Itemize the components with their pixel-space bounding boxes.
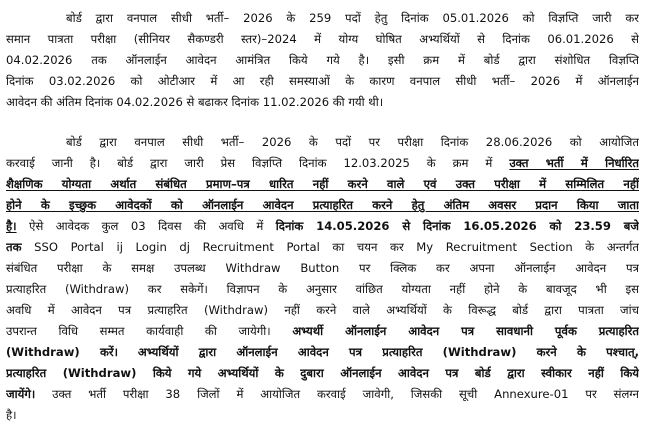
text-line — [6, 216, 639, 237]
line-text: 04.02.2026 तक ऑनलाईन आवेदन आमंत्रित किये गये है। इसी क्रम में बोर्ड द्वारा संशोधित विज्ञप्ति — [6, 53, 639, 67]
text-line — [6, 92, 639, 113]
line-text: ऐसे आवेदक कुल 03 दिवस की अवधि में — [16, 219, 276, 233]
text-line — [6, 174, 639, 195]
text-line — [6, 405, 639, 426]
line-text: समान पात्रता परीक्षा (सीनियर सैकण्डरी स्तर)–2024 में योग्य घोषित अभ्यर्थियों से दिनांक 06.01.2026 से — [6, 32, 639, 46]
line-text: है। — [6, 408, 17, 422]
text-line — [6, 300, 639, 321]
line-text: SSO Portal ij Login dj Recruitment Portal का चयन कर My Recruitment Section के अन्तर्गत — [21, 240, 639, 254]
line-text: बोर्ड द्वारा वनपाल सीधी भर्ती– 2026 के पदों पर परीक्षा दिनांक 28.06.2026 को आयोजित — [66, 135, 639, 149]
emphasized-text: अभ्यर्थी ऑनलाईन आवेदन पत्र सावधानी पूर्वक प्रत्याहरित — [292, 324, 639, 338]
text-line — [6, 50, 639, 71]
line-text: प्रत्याहरित (Withdraw) कर सकेगें। विज्ञापन के अनुसार वांछित योग्यता नहीं होने के बावजूद भी इस — [6, 282, 639, 296]
line-text: अवधि में आवेदन पत्र प्रत्याहरित (Withdraw) नहीं करने वाले अभ्यर्थियों के विरूद्ध बोर्ड द्वारा पात्रता जांच — [6, 303, 639, 317]
emphasized-text: प्रत्याहरित (Withdraw) किये गये अभ्यर्थियों के दुबारा ऑनलाईन आवेदन पत्र बोर्ड द्वारा स्वीकार नहीं किये — [6, 366, 639, 380]
text-line — [66, 132, 639, 153]
emphasized-text: जायेंगे। — [6, 387, 36, 401]
text-line — [6, 29, 639, 50]
emphasized-text: दिनांक 14.05.2026 से दिनांक 16.05.2026 को 23.59 बजे — [275, 219, 639, 233]
text-line — [6, 237, 639, 258]
text-line — [6, 279, 639, 300]
text-line — [6, 71, 639, 92]
text-line — [6, 321, 639, 342]
emphasized-text: होने के इच्छुक आवेदकों को ऑनलाईन आवेदन प्रत्याहरित करने हेतु अंतिम अवसर प्रदान किया जाता — [6, 198, 639, 212]
line-text: करवाई जानी है। बोर्ड द्वारा जारी प्रेस विज्ञप्ति दिनांक 12.03.2025 के क्रम में — [6, 156, 510, 170]
line-text: आवेदन की अंतिम दिनांक 04.02.2026 से बढाकर दिनांक 11.02.2026 की गयी थी। — [6, 95, 384, 109]
line-text: उक्त भर्ती परीक्षा 38 जिलों में आयोजित करवाई जावेगी, जिसकी सूची Annexure-01 पर संलग्न — [35, 387, 639, 401]
emphasized-text: अभ्यर्थियों द्वारा ऑनलाईन आवेदन पत्र प्रत्याहरित (Withdraw) करने के पश्चात्, — [137, 345, 639, 359]
line-text: बोर्ड द्वारा वनपाल सीधी भर्ती– 2026 के 259 पदों हेतु दिनांक 05.01.2026 को विज्ञप्ति जारी कर — [66, 11, 639, 25]
line-text: संबंधित परीक्षा के समक्ष उपलब्ध Withdraw Button पर क्लिक कर अपना ऑनलाईन आवेदन पत्र — [6, 261, 639, 275]
line-text: उपरान्त विधि सम्मत कार्यवाही की जायेगी। — [6, 324, 293, 338]
emphasized-text: (Withdraw) करें। — [6, 345, 118, 359]
text-line — [6, 258, 639, 279]
text-line — [6, 363, 639, 384]
line-text — [118, 345, 138, 359]
text-line — [6, 384, 639, 405]
text-line — [6, 153, 639, 174]
emphasized-text: शैक्षणिक योग्यता अर्थात संबंधित प्रमाण–पत्र धारित नहीं करने वाले एवं उक्त परीक्षा में सम्मिलित नहीं — [6, 177, 639, 191]
emphasized-text: तक — [6, 240, 22, 254]
emphasized-text: है। — [6, 219, 17, 233]
line-text: दिनांक 03.02.2026 को ओटीआर में आ रही समस्याओं के कारण वनपाल सीधी भर्ती– 2026 में ऑनलाईन — [6, 74, 639, 88]
text-line — [66, 8, 639, 29]
text-line — [6, 195, 639, 216]
emphasized-text: उक्त भर्ती में निर्धारित — [509, 156, 639, 170]
text-line — [6, 342, 639, 363]
